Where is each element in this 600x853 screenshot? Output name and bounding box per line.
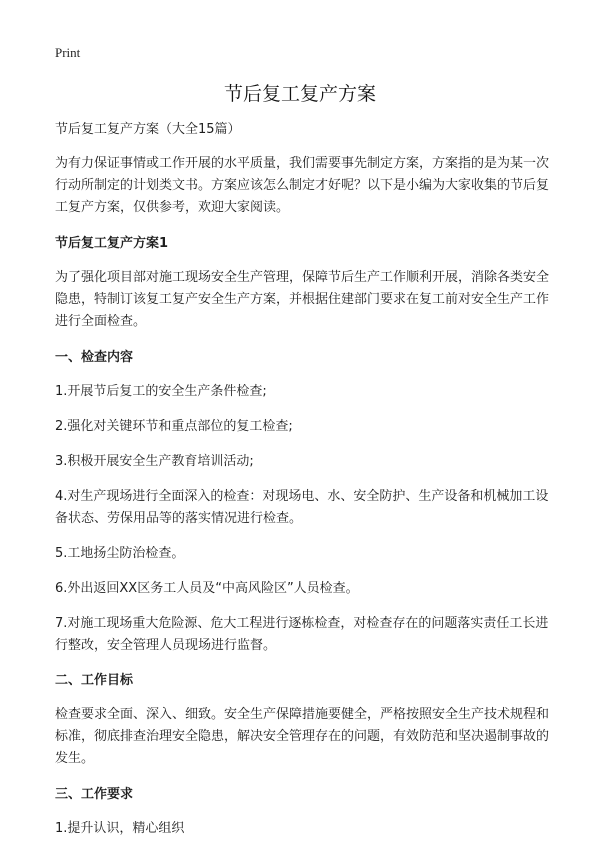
list-item: 4.对生产现场进行全面深入的检查：对现场电、水、安全防护、生产设备和机械加工设备状态、劳保用品等的落实情况进行检查。: [55, 489, 549, 526]
intro-paragraph: 为有力保证事情或工作开展的水平质量，我们需要事先制定方案，方案指的是为某一次行动所制定的计划类文书。方案应该怎么制定才好呢？以下是小编为大家收集的节后复工复产方案，仅供参考，欢迎大家阅读。: [55, 156, 550, 215]
part2-heading: 二、工作目标: [55, 673, 134, 688]
list-item: 1.开展节后复工的安全生产条件检查;: [55, 384, 267, 399]
part2-paragraph: 检查要求全面、深入、细致。安全生产保障措施要健全，严格按照安全生产技术规程和标准，彻底排查治理安全隐患，解决安全管理存在的问题，有效防范和坚决遏制事故的发生。: [55, 707, 550, 766]
section-intro-paragraph: 为了强化项目部对施工现场安全生产管理，保障节后生产工作顺利开展，消除各类安全隐患，特制订该复工复产安全生产方案，并根据住建部门要求在复工前对安全生产工作进行全面检查。: [55, 270, 550, 329]
list-item: 7.对施工现场重大危险源、危大工程进行逐栋检查，对检查存在的问题落实责任工长进行整改，安全管理人员现场进行监督。: [55, 616, 549, 653]
part1-heading: 一、检查内容: [55, 350, 134, 365]
print-link[interactable]: Print: [55, 45, 81, 60]
document-title: 节后复工复产方案: [223, 83, 376, 105]
list-item: 6.外出返回XX区务工人员及“中高风险区”人员检查。: [55, 581, 359, 596]
list-item: 5.工地扬尘防治检查。: [55, 546, 185, 561]
part3-heading: 三、工作要求: [55, 787, 134, 802]
list-item: 2.强化对关键环节和重点部位的复工检查;: [55, 419, 293, 434]
document-body: [55, 119, 550, 853]
list-item: 1.提升认识，精心组织: [55, 821, 185, 836]
list-item: 3.积极开展安全生产教育培训活动;: [55, 454, 254, 469]
document-subtitle: 节后复工复产方案（大全15篇）: [55, 122, 241, 137]
section-title: 节后复工复产方案1: [55, 236, 169, 251]
